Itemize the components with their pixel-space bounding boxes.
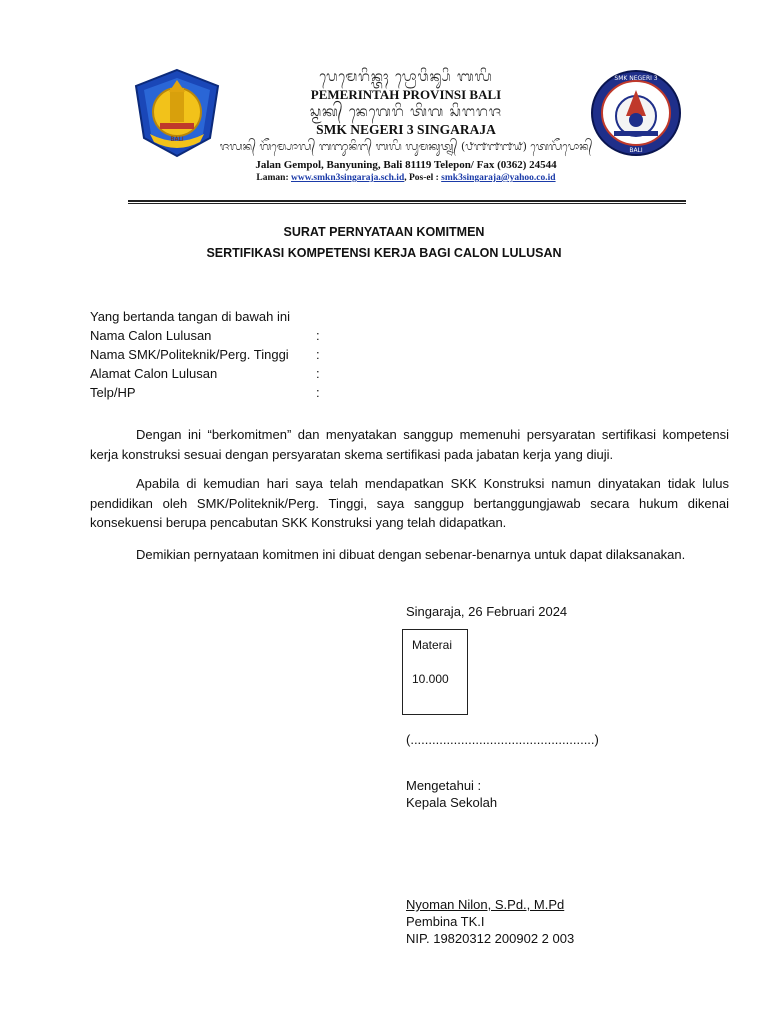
document-title: SURAT PERNYATAAN KOMITMEN (283, 225, 485, 239)
identity-section (90, 307, 326, 402)
identity-label: Telp/HP (90, 385, 136, 400)
letterhead (128, 60, 684, 202)
balinese-script-line-3: ᬚᬮᬦ᭄ ᬕᭂᬫ᭄ᬧᭀᬮ᭄ ᬩᬜᬸᬦᬶᬗ᭄ ᬩᬮᬶ ᬮᬸᬫᬓᬸᬢ᭄ᬦ᭄ (᭘᭑᭑᭑᭙) ᬢᬾᬮᭂᬧᭀᬦ᭄ (219, 140, 593, 153)
stamp-duty-box (402, 629, 468, 715)
stamp-label: Materai (412, 638, 453, 652)
identity-row-address (90, 364, 326, 383)
website-link[interactable]: www.smkn3singaraja.sch.id (291, 173, 405, 183)
signer-name-blank: (...................................................) (406, 732, 599, 747)
government-name: PEMERINTAH PROVINSI BALI (310, 87, 502, 102)
web-label: Laman: (256, 173, 291, 183)
identity-row-phone (90, 383, 326, 402)
school-emblem-icon (588, 68, 684, 158)
identity-colon: : (316, 385, 320, 400)
identity-colon: : (316, 347, 320, 362)
balinese-script-line-2: ᬲ᭄ᬫᬓ᭄ ᬦᬾᬕᬾᬭᬶ ᬢᬶᬕ ᬲᬶᬗᬭᬚ (309, 104, 503, 120)
letterhead-rule-thin (128, 203, 686, 204)
balinese-script-line-1: ᬧᬾᬫᬾᬭᬶᬦ᭄ᬢᬄ ᬧ᭄ᬭᭀᬯᬶᬦ᭄ᬲᬶ ᬩᬮᬶ (319, 69, 493, 85)
email-link[interactable]: smk3singaraja@yahoo.co.id (441, 173, 556, 183)
principal-position: Kepala Sekolah (406, 795, 498, 810)
mail-label: , Pos-el : (404, 173, 442, 183)
identity-label: Nama Calon Lulusan (90, 328, 212, 343)
principal-name: Nyoman Nilon, S.Pd., M.Pd (406, 897, 565, 912)
acknowledged-label: Mengetahui : (406, 778, 482, 793)
identity-row-name (90, 326, 326, 345)
identity-row-school (90, 345, 326, 364)
principal-rank: Pembina TK.I (406, 914, 485, 929)
closing-paragraph: Demikian pernyataan komitmen ini dibuat dengan sebenar-benarnya untuk dapat dilaksanakan. (136, 547, 686, 562)
consequence-paragraph: Apabila di kemudian hari saya telah mendapatkan SKK Konstruksi namun dinyatakan tidak lulus pendidikan oleh SMK/Politeknik/Perg. Tinggi, saya sanggup bertanggungjawab secara hukum dikenai konsekuensi berupa pencabutan SKK Konstruksi yang telah didapatkan. (90, 476, 729, 530)
principal-nip: NIP. 19820312 200902 2 003 (406, 931, 575, 946)
school-address: Jalan Gempol, Banyuning, Bali 81119 Telepon/ Fax (0362) 24544 (255, 159, 557, 171)
identity-colon: : (316, 366, 320, 381)
svg-text:SMK NEGERI 3: SMK NEGERI 3 (614, 75, 658, 82)
identity-colon: : (316, 328, 320, 343)
identity-label: Alamat Calon Lulusan (90, 366, 218, 381)
place-date: Singaraja, 26 Februari 2024 (406, 604, 568, 619)
contact-line (128, 172, 684, 184)
stamp-value: 10.000 (412, 672, 449, 686)
commitment-paragraph: Dengan ini “berkomitmen” dan menyatakan sanggup memenuhi persyaratan sertifikasi kompetensi kerja konstruksi sesuai dengan persyaratan skema sertifikasi pada jabatan kerja yang diuji. (90, 427, 729, 462)
svg-text:BALI: BALI (170, 136, 184, 143)
school-name: SMK NEGERI 3 SINGARAJA (316, 122, 496, 137)
document-subtitle: SERTIFIKASI KOMPETENSI KERJA BAGI CALON LULUSAN (206, 246, 562, 260)
identity-label: Nama SMK/Politeknik/Perg. Tinggi (90, 347, 289, 362)
principal-block (406, 896, 574, 947)
identity-intro: Yang bertanda tangan di bawah ini (90, 309, 290, 324)
letterhead-rule-thick (128, 200, 686, 202)
acknowledgement-block (406, 777, 497, 811)
svg-text:BALI: BALI (629, 147, 643, 154)
